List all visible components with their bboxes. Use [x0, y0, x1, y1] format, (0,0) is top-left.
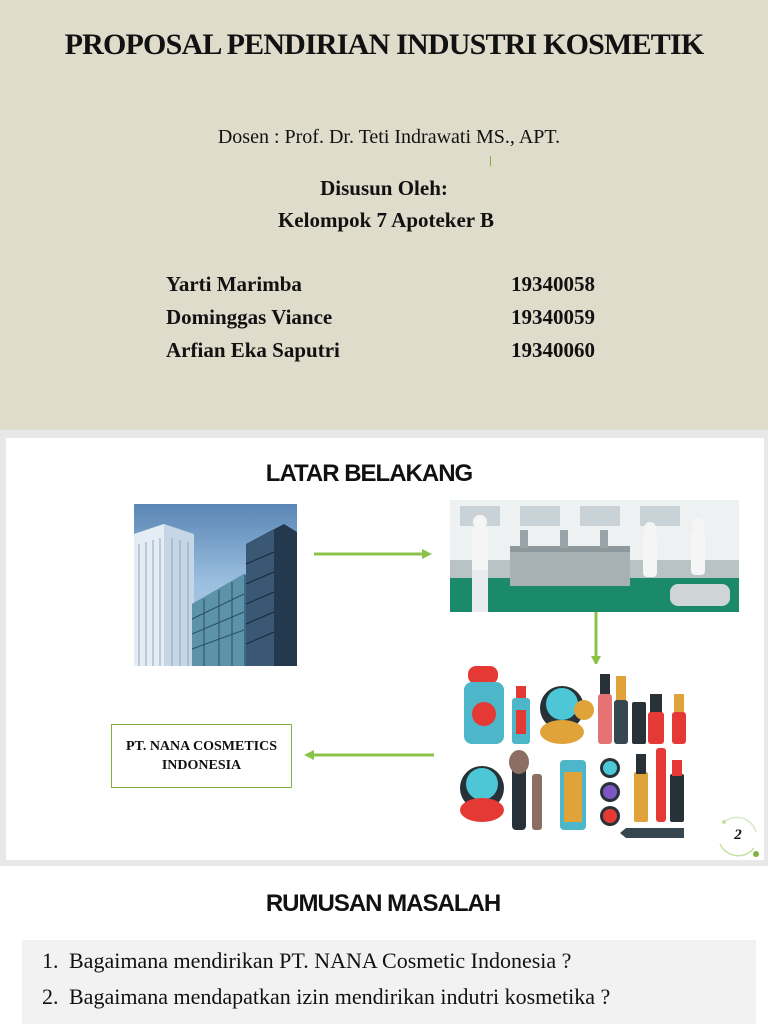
- question-number: 1.: [42, 948, 59, 973]
- company-name-line1: PT. NANA COSMETICS: [125, 739, 278, 754]
- member-name: Yarti Marimba: [166, 272, 302, 296]
- company-name-line2: INDONESIA: [161, 758, 242, 773]
- arrow-right-icon: [314, 548, 434, 560]
- question-item: [42, 948, 571, 974]
- title-slide: [0, 0, 768, 430]
- question-number: 2.: [42, 984, 59, 1009]
- member-name: Arfian Eka Saputri: [166, 338, 340, 362]
- cosmetic-factory-image: [450, 500, 739, 612]
- cursor-mark: [490, 156, 491, 166]
- member-nim: 19340060: [511, 338, 595, 362]
- questions-panel: [22, 940, 756, 1024]
- cosmetic-products-image: [456, 664, 692, 842]
- background-slide: [6, 438, 764, 860]
- question-text: Bagaimana mendapatkan izin mendirikan indutri kosmetika ?: [69, 984, 611, 1009]
- question-text: Bagaimana mendirikan PT. NANA Cosmetic Indonesia ?: [69, 948, 572, 973]
- company-box: [111, 724, 292, 788]
- arrow-down-icon: [590, 612, 602, 668]
- compiled-by-label: Disusun Oleh:: [320, 176, 448, 200]
- member-nim: 19340058: [511, 272, 595, 296]
- arrow-left-icon: [302, 749, 434, 761]
- member-nim: 19340059: [511, 305, 595, 329]
- office-building-image: [134, 504, 297, 666]
- problem-slide: [0, 866, 768, 1024]
- problem-title: RUMUSAN MASALAH: [265, 890, 501, 917]
- member-name: Dominggas Viance: [166, 305, 333, 329]
- group-label: Kelompok 7 Apoteker B: [277, 208, 495, 232]
- proposal-title: PROPOSAL PENDIRIAN INDUSTRI KOSMETIK: [64, 28, 704, 61]
- page-number: 2: [734, 827, 742, 843]
- lecturer-line: Dosen : Prof. Dr. Teti Indrawati MS., APT.: [217, 126, 561, 148]
- background-title: LATAR BELAKANG: [265, 460, 473, 487]
- question-item: [42, 984, 610, 1010]
